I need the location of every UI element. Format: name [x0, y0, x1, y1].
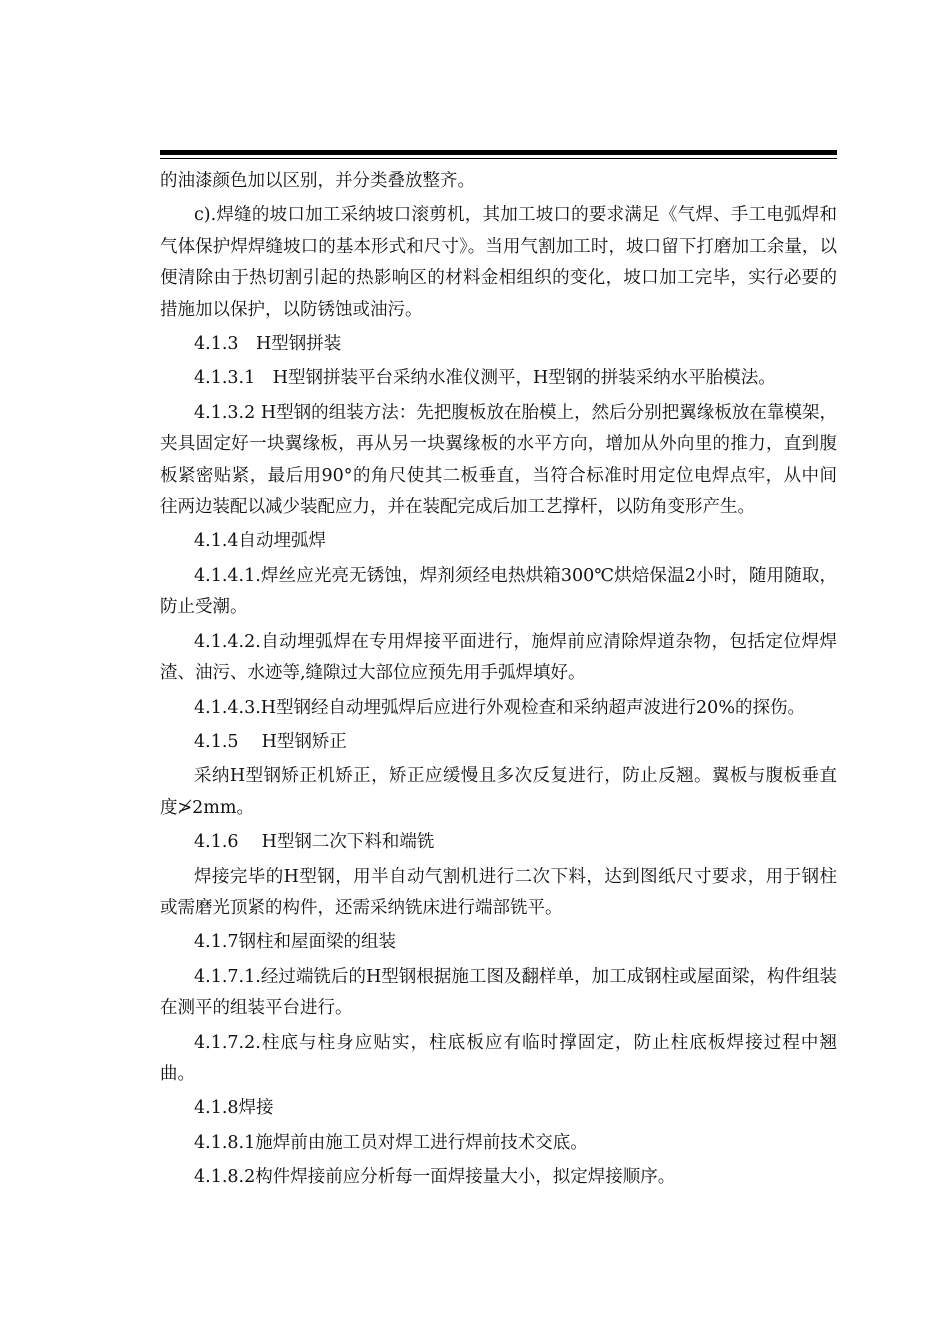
heading-4-1-4: 4.1.4自动埋弧焊 [194, 531, 327, 552]
paragraph-4-1-8-1: 4.1.8.1施焊前由施工员对焊工进行焊前技术交底。 [194, 1132, 588, 1153]
heading-4-1-5: 4.1.5 H型钢矫正 [194, 731, 347, 752]
document-body [160, 166, 837, 1194]
paragraph-straightening: 采纳H型钢矫正机矫正，矫正应缓慢且多次反复进行，防止反翘。翼板与腹板垂直度≯2mm。 [160, 766, 837, 818]
heading-4-1-3: 4.1.3 H型钢拼装 [194, 334, 342, 355]
paragraph-4-1-8-2: 4.1.8.2构件焊接前应分析每一面焊接量大小，拟定焊接顺序。 [194, 1167, 676, 1188]
header-rule-thin [160, 158, 837, 159]
paragraph-secondary-cutting: 焊接完毕的H型钢，用半自动气割机进行二次下料，达到图纸尺寸要求，用于钢柱或需磨光顶紧的构件，还需采纳铣床进行端部铣平。 [160, 866, 837, 918]
paragraph-4-1-3-2: 4.1.3.2 H型钢的组装方法：先把腹板放在胎模上，然后分别把翼缘板放在靠模架，夹具固定好一块翼缘板，再从另一块翼缘板的水平方向，增加从外向里的推力，直到腹板紧密贴紧，最后用90°的角尺使其二板垂直，当符合标准时用定位电焊点牢，从中间往两边装配以减少装配应力，并在装配完成后加工艺撑杆，以防角变形产生。 [160, 402, 837, 518]
paragraph-4-1-3-1: 4.1.3.1 H型钢拼装平台采纳水准仪测平，H型钢的拼装采纳水平胎模法。 [194, 368, 776, 389]
paragraph-4-1-4-2: 4.1.4.2.自动埋弧焊在专用焊接平面进行，施焊前应清除焊道杂物，包括定位焊焊渣、油污、水迹等,缝隙过大部位应预先用手弧焊填好。 [160, 631, 837, 684]
paragraph-4-1-7-1: 4.1.7.1.经过端铣后的H型钢根据施工图及翻样单，加工成钢柱或屋面梁，构件组装在测平的组装平台进行。 [160, 966, 837, 1019]
heading-4-1-8: 4.1.8焊接 [194, 1098, 274, 1119]
paragraph-4-1-7-2: 4.1.7.2.柱底与柱身应贴实，柱底板应有临时撑固定，防止柱底板焊接过程中翘曲。 [160, 1032, 837, 1084]
paragraph-4-1-4-3: 4.1.4.3.H型钢经自动埋弧焊后应进行外观检查和采纳超声波进行20%的探伤。 [194, 697, 805, 718]
paragraph-continuation: 的油漆颜色加以区别，并分类叠放整齐。 [160, 171, 475, 191]
heading-4-1-6: 4.1.6 H型钢二次下料和端铣 [194, 832, 435, 853]
heading-4-1-7: 4.1.7钢柱和屋面梁的组装 [194, 932, 397, 953]
paragraph-groove-processing: c).焊缝的坡口加工采纳坡口滚剪机，其加工坡口的要求满足《气焊、手工电弧焊和气体保护焊焊缝坡口的基本形式和尺寸》。当用气割加工时，坡口留下打磨加工余量，以便清除由于热切割引起的热影响区的材料金相组织的变化，坡口加工完毕，实行必要的措施加以保护，以防锈蚀或油污。 [160, 205, 837, 320]
paragraph-4-1-4-1: 4.1.4.1.焊丝应光亮无锈蚀，焊剂须经电热烘箱300℃烘焙保温2小时，随用随取，防止受潮。 [160, 565, 837, 618]
header-rule-thick [160, 150, 837, 155]
